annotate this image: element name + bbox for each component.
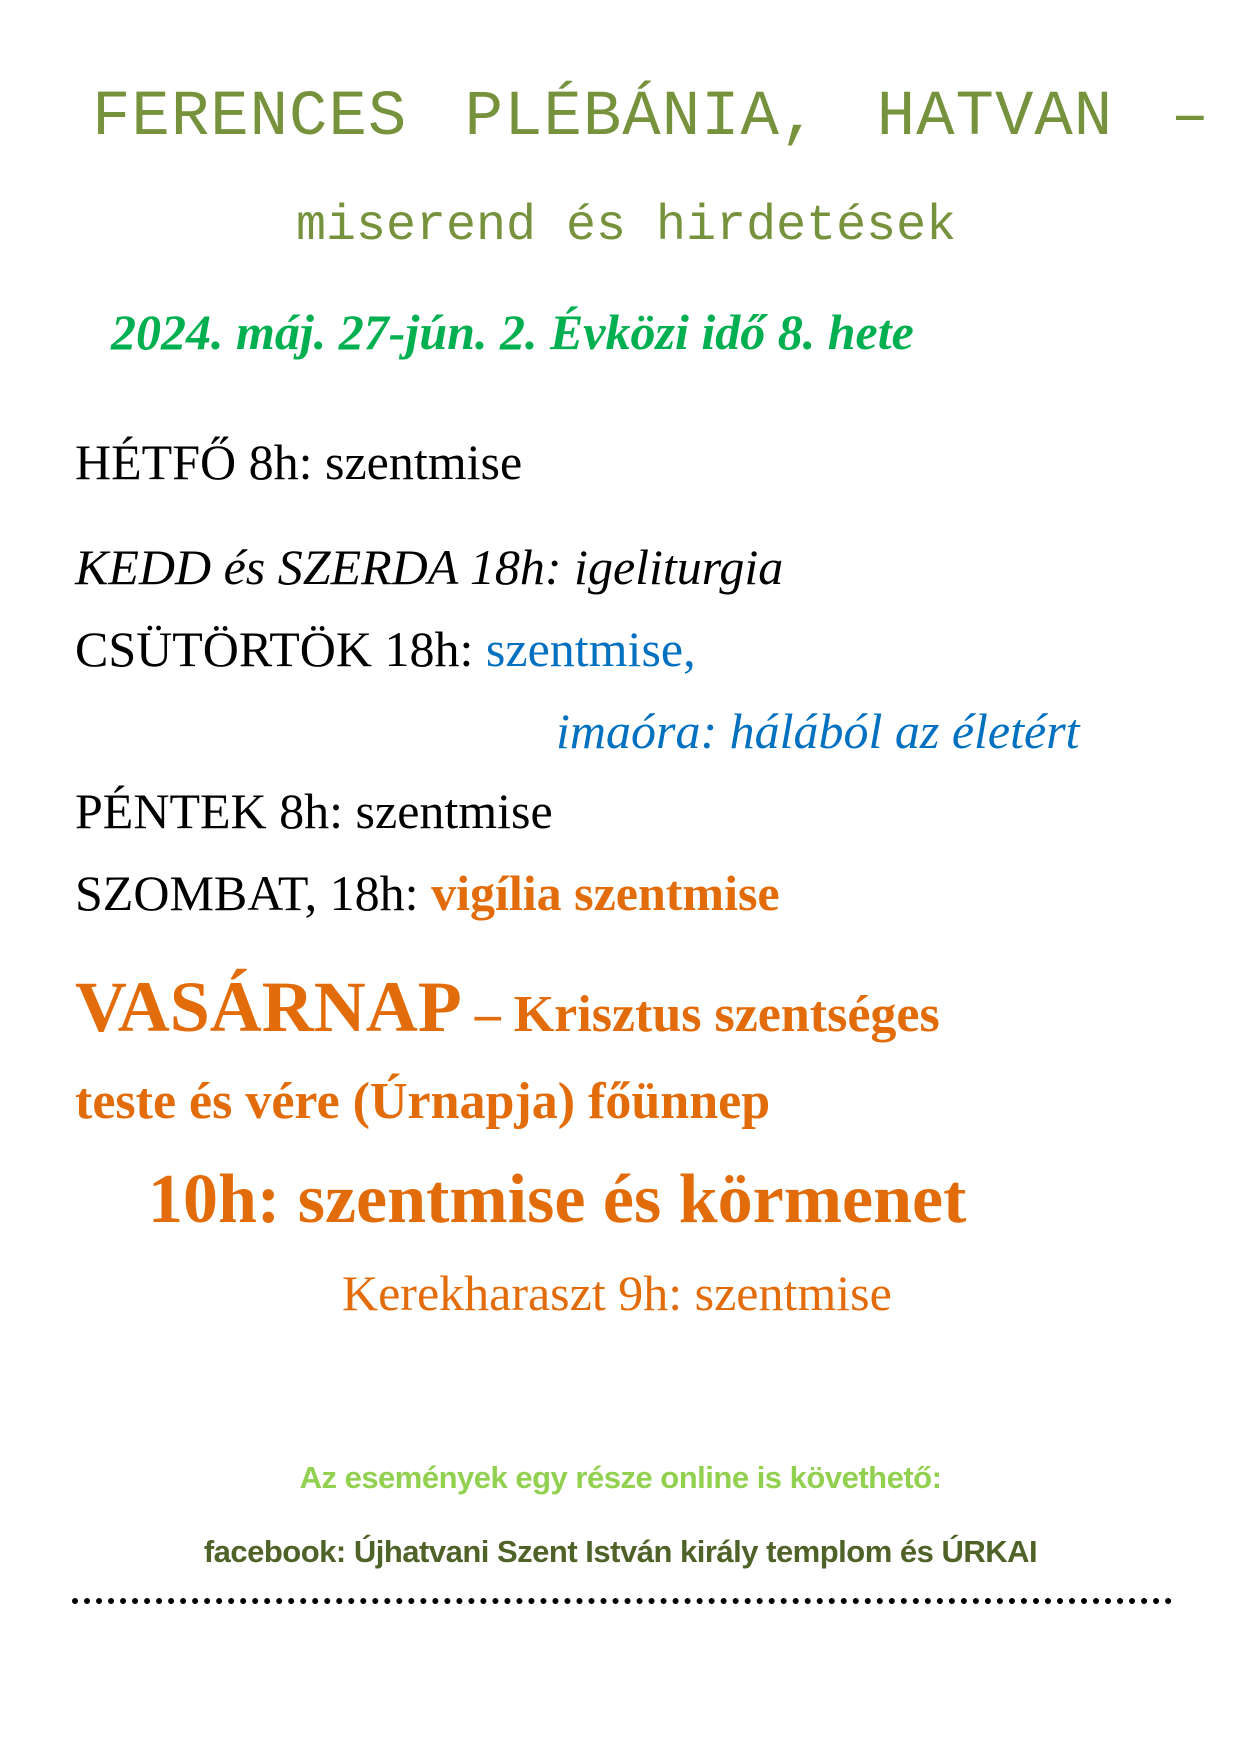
facebook-notice: facebook: Újhatvani Szent István király templom és ÚRKAI xyxy=(203,1534,1038,1569)
schedule-thursday xyxy=(75,620,696,678)
schedule-tue-wed: KEDD és SZERDA 18h: igeliturgia xyxy=(75,539,784,595)
schedule-monday: HÉTFŐ 8h: szentmise xyxy=(75,434,523,490)
thursday-prayer-hour: imaóra: hálából az életért xyxy=(556,703,1080,759)
schedule-friday: PÉNTEK 8h: szentmise xyxy=(75,783,553,839)
page-title: FERENCES PLÉBÁNIA, HATVAN – xyxy=(92,82,1210,154)
dotted-divider xyxy=(72,1598,1172,1604)
thursday-day-label: CSÜTÖRTÖK 18h: xyxy=(75,621,486,677)
sunday-main-mass: 10h: szentmise és körmenet xyxy=(148,1161,967,1238)
sunday-heading xyxy=(75,966,940,1049)
schedule-saturday xyxy=(75,864,780,922)
saturday-vigil-mass: vigília szentmise xyxy=(431,865,780,921)
page-subtitle: miserend és hirdetések xyxy=(296,198,957,255)
online-notice: Az események egy része online is követhető: xyxy=(299,1460,942,1495)
thursday-mass: szentmise, xyxy=(485,621,696,677)
sunday-feast-line1: – Krisztus szentséges xyxy=(461,986,940,1043)
kerekharaszt-mass: Kerekharaszt 9h: szentmise xyxy=(342,1265,892,1321)
sunday-day-label: VASÁRNAP xyxy=(75,967,462,1047)
saturday-day-label: SZOMBAT, 18h: xyxy=(75,865,432,921)
sunday-feast-line2: teste és vére (Úrnapja) főünnep xyxy=(75,1073,771,1130)
week-heading: 2024. máj. 27-jún. 2. Évközi idő 8. hete xyxy=(111,304,914,360)
